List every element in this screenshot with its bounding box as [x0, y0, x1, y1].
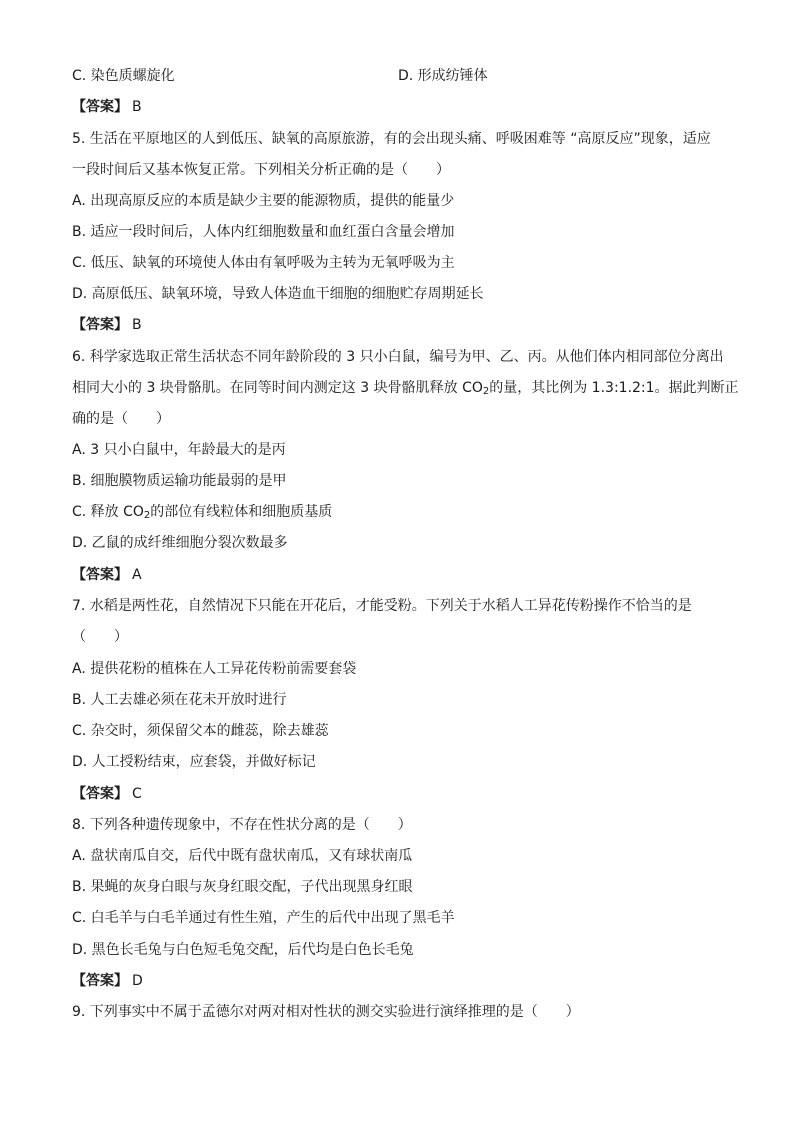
q6-stem-line-2 — [72, 378, 739, 398]
q7-stem-line-1: 7. 水稻是两性花，自然情况下只能在开花后，才能受粉。下列关于水稻人工异花传粉操作不恰当的是 — [72, 598, 692, 614]
q8-option-a: A. 盘状南瓜自交，后代中既有盘状南瓜，又有球状南瓜 — [72, 848, 413, 864]
q6-option-d: D. 乙鼠的成纤维细胞分裂次数最多 — [72, 535, 288, 551]
q7-option-d: D. 人工授粉结束，应套袋，并做好标记 — [72, 754, 316, 770]
answer-letter: C — [132, 786, 142, 802]
q8-answer — [72, 971, 143, 991]
answer-tag: 【答案】 — [72, 99, 128, 115]
q8-option-d: D. 黑色长毛兔与白色短毛兔交配，后代均是白色长毛兔 — [72, 942, 414, 958]
answer-letter: B — [132, 99, 142, 115]
q6-option-c-pre: C. 释放 CO — [72, 504, 144, 520]
q4-answer — [72, 97, 142, 117]
q5-option-d: D. 高原低压、缺氧环境，导致人体造血干细胞的细胞贮存周期延长 — [72, 286, 484, 302]
answer-tag: 【答案】 — [72, 317, 128, 333]
answer-tag: 【答案】 — [72, 786, 128, 802]
q5-stem-line-2: 一段时间后又基本恢复正常。下列相关分析正确的是（ ） — [72, 162, 450, 178]
answer-tag: 【答案】 — [72, 567, 128, 583]
co2-subscript: 2 — [143, 510, 151, 521]
q8-option-b: B. 果蝇的灰身白眼与灰身红眼交配，子代出现黑身红眼 — [72, 879, 413, 895]
answer-letter: D — [132, 973, 143, 989]
q6-option-c — [72, 502, 332, 522]
q5-option-b: B. 适应一段时间后，人体内红细胞数量和血红蛋白含量会增加 — [72, 224, 455, 240]
q7-answer — [72, 784, 142, 804]
q7-option-c: C. 杂交时，须保留父本的雌蕊，除去雄蕊 — [72, 723, 329, 739]
q8-option-c: C. 白毛羊与白毛羊通过有性生殖，产生的后代中出现了黑毛羊 — [72, 910, 455, 926]
answer-letter: A — [132, 567, 142, 583]
answer-tag: 【答案】 — [72, 973, 128, 989]
q9-stem-line-1: 9. 下列事实中不属于孟德尔对两对相对性状的测交实验进行演绎推理的是（ ） — [72, 1004, 580, 1020]
q7-option-b: B. 人工去雄必须在花未开放时进行 — [72, 692, 287, 708]
q4-option-d: D. 形成纺锤体 — [398, 68, 488, 84]
co2-subscript: 2 — [482, 386, 490, 397]
q5-option-c: C. 低压、缺氧的环境使人体由有氧呼吸为主转为无氧呼吸为主 — [72, 255, 455, 271]
q5-option-a: A. 出现高原反应的本质是缺少主要的能源物质，提供的能量少 — [72, 193, 455, 209]
q7-stem-line-2: （ ） — [72, 629, 128, 645]
q7-option-a: A. 提供花粉的植株在人工异花传粉前需要套袋 — [72, 661, 357, 677]
q8-stem-line-1: 8. 下列各种遗传现象中，不存在性状分离的是（ ） — [72, 817, 412, 833]
q5-answer — [72, 315, 142, 335]
q6-option-b: B. 细胞膜物质运输功能最弱的是甲 — [72, 473, 287, 489]
answer-letter: B — [132, 317, 142, 333]
q6-option-a: A. 3 只小白鼠中，年龄最大的是丙 — [72, 442, 286, 458]
q6-stem-line-2-post: 的量，其比例为 1.3:1.2:1。据此判断正 — [489, 380, 739, 396]
q6-stem-line-2-pre: 相同大小的 3 块骨骼肌。在同等时间内测定这 3 块骨骼肌释放 CO — [72, 380, 483, 396]
q6-answer — [72, 565, 142, 585]
q6-stem-line-1: 6. 科学家选取正常生活状态不同年龄阶段的 3 只小白鼠，编号为甲、乙、丙。从他们体内相同部位分离出 — [72, 349, 724, 365]
q6-stem-line-3: 确的是（ ） — [72, 411, 170, 427]
q6-option-c-post: 的部位有线粒体和细胞质基质 — [150, 504, 333, 520]
q4-option-c: C. 染色质螺旋化 — [72, 68, 175, 84]
q5-stem-line-1: 5. 生活在平原地区的人到低压、缺氧的高原旅游，有的会出现头痛、呼吸困难等 “高原反应”现象，适应 — [72, 131, 711, 147]
